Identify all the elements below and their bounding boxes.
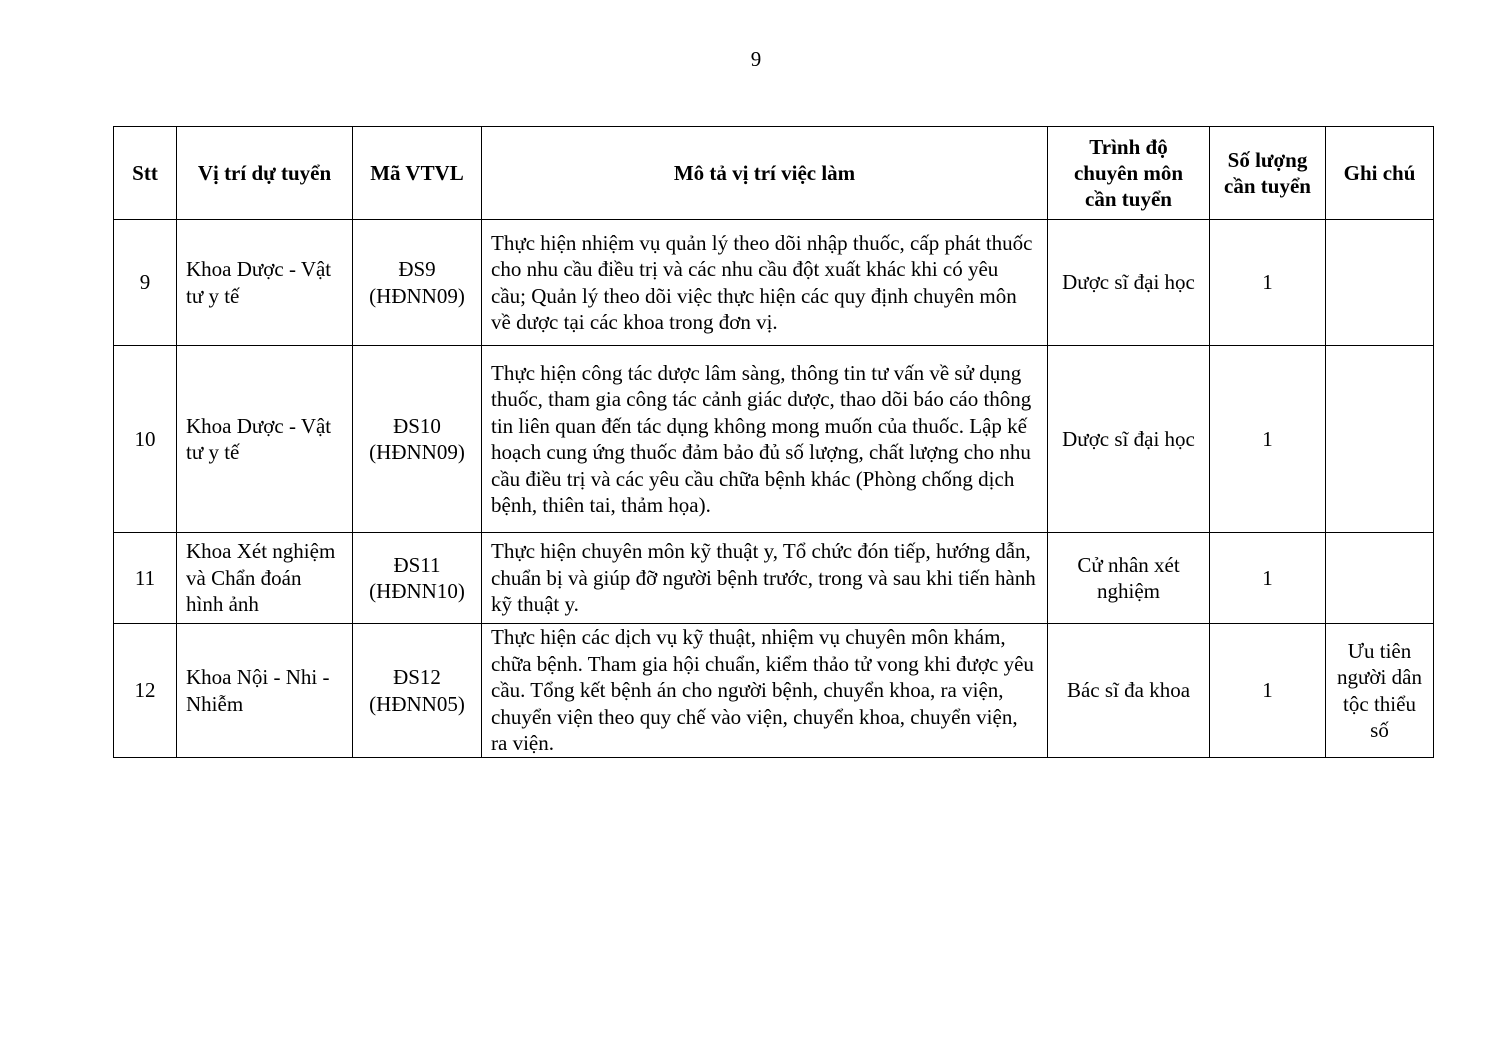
job-position-table — [113, 126, 1434, 758]
cell-level: Cử nhân xét nghiệm — [1048, 533, 1210, 624]
cell-code: ĐS12 (HĐNN05) — [353, 624, 482, 758]
cell-level: Dược sĩ đại học — [1048, 346, 1210, 533]
cell-note — [1326, 533, 1434, 624]
cell-position: Khoa Dược - Vật tư y tế — [177, 346, 353, 533]
header-code: Mã VTVL — [353, 127, 482, 220]
cell-position: Khoa Nội - Nhi - Nhiễm — [177, 624, 353, 758]
cell-note — [1326, 220, 1434, 346]
cell-quantity: 1 — [1210, 346, 1326, 533]
header-stt: Stt — [114, 127, 177, 220]
cell-level: Dược sĩ đại học — [1048, 220, 1210, 346]
cell-description: Thực hiện nhiệm vụ quản lý theo dõi nhập thuốc, cấp phát thuốc cho nhu cầu điều trị và các nhu cầu đột xuất khác khi có yêu cầu; Quản lý theo dõi việc thực hiện các quy định chuyên môn về dược tại các khoa trong đơn vị. — [482, 220, 1048, 346]
cell-stt: 11 — [114, 533, 177, 624]
cell-code: ĐS9 (HĐNN09) — [353, 220, 482, 346]
header-quantity: Số lượng cần tuyển — [1210, 127, 1326, 220]
cell-level: Bác sĩ đa khoa — [1048, 624, 1210, 758]
cell-description: Thực hiện các dịch vụ kỹ thuật, nhiệm vụ chuyên môn khám, chữa bệnh. Tham gia hội chuẩn, kiểm thảo tử vong khi được yêu cầu. Tổng kết bệnh án cho người bệnh, chuyển khoa, ra viện, chuyển viện theo quy chế vào viện, chuyển khoa, chuyển viện, ra viện. — [482, 624, 1048, 758]
cell-quantity: 1 — [1210, 533, 1326, 624]
cell-description: Thực hiện công tác dược lâm sàng, thông tin tư vấn về sử dụng thuốc, tham gia công tác cảnh giác dược, thao dõi báo cáo thông tin liên quan đến tác dụng không mong muốn của thuốc. Lập kế hoạch cung ứng thuốc đảm bảo đủ số lượng, chất lượng cho nhu cầu điều trị và các yêu cầu chữa bệnh khác (Phòng chống dịch bệnh, thiên tai, thảm họa). — [482, 346, 1048, 533]
table-row — [114, 346, 1434, 533]
page-number: 9 — [750, 47, 762, 71]
cell-stt: 9 — [114, 220, 177, 346]
cell-quantity: 1 — [1210, 220, 1326, 346]
cell-quantity: 1 — [1210, 624, 1326, 758]
header-position: Vị trí dự tuyển — [177, 127, 353, 220]
cell-position: Khoa Dược - Vật tư y tế — [177, 220, 353, 346]
table-row — [114, 624, 1434, 758]
table-row — [114, 220, 1434, 346]
cell-description: Thực hiện chuyên môn kỹ thuật y, Tổ chức đón tiếp, hướng dẫn, chuẩn bị và giúp đỡ người bệnh trước, trong và sau khi tiến hành kỹ thuật y. — [482, 533, 1048, 624]
header-description: Mô tả vị trí việc làm — [482, 127, 1048, 220]
cell-note — [1326, 346, 1434, 533]
header-level: Trình độ chuyên môn cần tuyển — [1048, 127, 1210, 220]
header-note: Ghi chú — [1326, 127, 1434, 220]
cell-code: ĐS10 (HĐNN09) — [353, 346, 482, 533]
cell-stt: 10 — [114, 346, 177, 533]
table-row — [114, 533, 1434, 624]
cell-position: Khoa Xét nghiệm và Chẩn đoán hình ảnh — [177, 533, 353, 624]
cell-note: Ưu tiên người dân tộc thiểu số — [1326, 624, 1434, 758]
header-row — [114, 127, 1434, 220]
cell-code: ĐS11 (HĐNN10) — [353, 533, 482, 624]
cell-stt: 12 — [114, 624, 177, 758]
